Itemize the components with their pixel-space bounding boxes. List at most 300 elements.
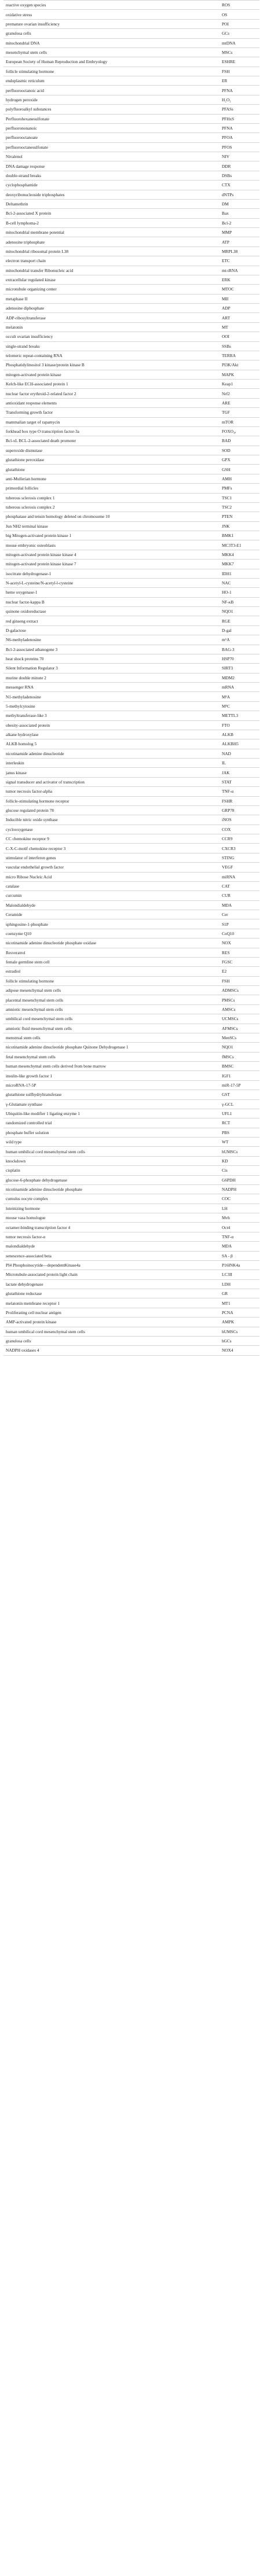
abbreviation-cell: BAD bbox=[220, 436, 260, 446]
term-cell: anti-Mullerian hormone bbox=[3, 474, 220, 483]
term-cell: randomized controlled trial bbox=[3, 1118, 220, 1128]
abbreviation-cell: ROS bbox=[220, 1, 260, 10]
table-row bbox=[3, 1062, 260, 1071]
table-row bbox=[3, 701, 260, 711]
abbreviation-cell: TNF-α bbox=[220, 1232, 260, 1241]
table-row bbox=[3, 1308, 260, 1317]
term-cell: microRNA-17-5P bbox=[3, 1080, 220, 1090]
abbreviation-cell: METTL3 bbox=[220, 711, 260, 720]
abbreviation-cell: PI3K/Akt bbox=[220, 360, 260, 370]
abbreviation-cell: D-gal bbox=[220, 625, 260, 635]
table-row bbox=[3, 910, 260, 919]
abbreviation-cell: IGF1 bbox=[220, 1071, 260, 1080]
abbreviation-cell: GST bbox=[220, 1090, 260, 1099]
abbreviation-cell: TSC2 bbox=[220, 502, 260, 511]
table-row bbox=[3, 1232, 260, 1241]
table-row bbox=[3, 805, 260, 815]
term-cell: glutathione reductase bbox=[3, 1289, 220, 1298]
term-cell: perfluorooctanesulfonate bbox=[3, 142, 220, 152]
term-cell: glutathione bbox=[3, 465, 220, 474]
table-row bbox=[3, 161, 260, 171]
term-cell: perfluorononanoic bbox=[3, 123, 220, 133]
table-row bbox=[3, 616, 260, 625]
term-cell: Transforming growth factor bbox=[3, 408, 220, 417]
term-cell: curcumin bbox=[3, 891, 220, 900]
term-cell: adenosine triphosphate bbox=[3, 237, 220, 246]
abbreviation-cell: DDR bbox=[220, 161, 260, 171]
term-cell: senescence-associated beta bbox=[3, 1251, 220, 1260]
abbreviation-cell: FSH bbox=[220, 67, 260, 76]
term-cell: follicle stimulating hormone bbox=[3, 67, 220, 76]
table-row bbox=[3, 285, 260, 294]
term-cell: cumulus oocyte complex bbox=[3, 1194, 220, 1204]
abbreviation-cell: VEGF bbox=[220, 863, 260, 872]
abbreviation-cell: ARE bbox=[220, 398, 260, 407]
table-row bbox=[3, 10, 260, 19]
term-cell: B-cell lymphoma-2 bbox=[3, 218, 220, 227]
term-cell: stimulator of interferon genes bbox=[3, 853, 220, 862]
abbreviation-cell: SSBs bbox=[220, 341, 260, 351]
table-row bbox=[3, 38, 260, 47]
abbreviation-cell: ALKB bbox=[220, 730, 260, 739]
abbreviation-cell: IL bbox=[220, 759, 260, 768]
table-row bbox=[3, 673, 260, 682]
term-cell: Microtubule-associated protein light chain bbox=[3, 1270, 220, 1279]
abbreviation-cell: HO-1 bbox=[220, 588, 260, 597]
table-row bbox=[3, 105, 260, 114]
table-row bbox=[3, 1, 260, 10]
abbreviation-cell: MKK4 bbox=[220, 550, 260, 559]
abbreviation-cell: SOD bbox=[220, 446, 260, 455]
abbreviation-cell: PFOA bbox=[220, 133, 260, 142]
term-cell: mitochondrial DNA bbox=[3, 38, 220, 47]
table-row bbox=[3, 1175, 260, 1184]
abbreviation-cell: DM bbox=[220, 199, 260, 208]
term-cell: alkane hydroxylase bbox=[3, 730, 220, 739]
term-cell: phosphatase and tensin homology deleted on chromosome 10 bbox=[3, 512, 220, 521]
term-cell: PI4 Phosphoinocytide—dependentKinase4a bbox=[3, 1260, 220, 1269]
table-row bbox=[3, 872, 260, 881]
abbreviation-cell: MKK7 bbox=[220, 560, 260, 569]
abbreviation-cell: AFMSCs bbox=[220, 1024, 260, 1033]
term-cell: Ceramide bbox=[3, 910, 220, 919]
table-row bbox=[3, 341, 260, 351]
table-row bbox=[3, 560, 260, 569]
table-row bbox=[3, 502, 260, 511]
table-row bbox=[3, 114, 260, 123]
table-row bbox=[3, 465, 260, 474]
term-cell: methyltransferase-like 3 bbox=[3, 711, 220, 720]
term-cell: Nivalenol bbox=[3, 152, 220, 161]
table-row bbox=[3, 1251, 260, 1260]
abbreviation-cell: DSBs bbox=[220, 171, 260, 180]
table-row bbox=[3, 304, 260, 313]
term-cell: electron transport chain bbox=[3, 256, 220, 266]
term-cell: AMP-activated protein kinase bbox=[3, 1318, 220, 1327]
table-row bbox=[3, 995, 260, 1004]
table-row bbox=[3, 1043, 260, 1052]
table-row bbox=[3, 976, 260, 985]
abbreviation-cell: PFASs bbox=[220, 105, 260, 114]
table-row bbox=[3, 426, 260, 436]
abbreviation-cell: hGCs bbox=[220, 1336, 260, 1345]
abbreviation-cell: GCs bbox=[220, 29, 260, 38]
abbreviation-cell: MTOC bbox=[220, 285, 260, 294]
abbreviation-cell: miRNA bbox=[220, 872, 260, 881]
term-cell: C-X-C-motif chemokine receptor 3 bbox=[3, 844, 220, 853]
table-row bbox=[3, 512, 260, 521]
term-cell: oxidative stress bbox=[3, 10, 220, 19]
abbreviation-cell: GSH bbox=[220, 465, 260, 474]
abbreviation-cell: MT bbox=[220, 322, 260, 332]
table-row bbox=[3, 1090, 260, 1099]
abbreviation-cell: PCNA bbox=[220, 1308, 260, 1317]
table-row bbox=[3, 749, 260, 758]
table-row bbox=[3, 986, 260, 995]
abbreviation-cell: FOXO₃ₐ bbox=[220, 426, 260, 436]
term-cell: forkhead box type O transcription factor-3a bbox=[3, 426, 220, 436]
term-cell: D-galactose bbox=[3, 625, 220, 635]
term-cell: vascular endothelial growth factor bbox=[3, 863, 220, 872]
table-row bbox=[3, 645, 260, 654]
term-cell: endoplasmic reticulum bbox=[3, 76, 220, 86]
abbreviation-cell: MRPL38 bbox=[220, 246, 260, 256]
table-row bbox=[3, 796, 260, 805]
term-cell: human mesenchymal stem cells derived from bone marrow bbox=[3, 1062, 220, 1071]
abbreviation-cell: LH bbox=[220, 1204, 260, 1213]
table-row bbox=[3, 1014, 260, 1024]
abbreviation-cell: BAG-3 bbox=[220, 645, 260, 654]
term-cell: mitochondrial membrane potential bbox=[3, 228, 220, 237]
table-row bbox=[3, 123, 260, 133]
table-row bbox=[3, 1033, 260, 1042]
term-cell: NADPH oxidases 4 bbox=[3, 1346, 220, 1355]
table-row bbox=[3, 815, 260, 825]
term-cell: mitogen-activated protein kinase kinase 7 bbox=[3, 560, 220, 569]
abbreviation-cell: PMFs bbox=[220, 484, 260, 493]
term-cell: N-acetyl-L-cysteine/N-acetyl-l-cysteine bbox=[3, 578, 220, 587]
term-cell: human umbilical cord mesenchymal stem cells bbox=[3, 1147, 220, 1156]
term-cell: granulosa cells bbox=[3, 29, 220, 38]
term-cell: ALKB homolog 5 bbox=[3, 739, 220, 749]
term-cell: Malondialdehyde bbox=[3, 900, 220, 910]
abbreviation-cell: ALKBH5 bbox=[220, 739, 260, 749]
table-row bbox=[3, 844, 260, 853]
term-cell: telomeric repeat-containing RNA bbox=[3, 351, 220, 360]
table-row bbox=[3, 692, 260, 701]
table-row bbox=[3, 957, 260, 966]
abbreviation-cell: M¹A bbox=[220, 692, 260, 701]
abbreviation-cell: MenSCs bbox=[220, 1033, 260, 1042]
term-cell: follicle-stimulating hormone receptor bbox=[3, 796, 220, 805]
term-cell: Deltamethrin bbox=[3, 199, 220, 208]
table-row bbox=[3, 1118, 260, 1128]
table-row bbox=[3, 322, 260, 332]
term-cell: placental mesenchymal stem cells bbox=[3, 995, 220, 1004]
abbreviation-cell: AMH bbox=[220, 474, 260, 483]
term-cell: 5-methylcytosine bbox=[3, 701, 220, 711]
term-cell: microtubule organizing center bbox=[3, 285, 220, 294]
term-cell: γ-Glutamate synthase bbox=[3, 1099, 220, 1109]
term-cell: single-strand breaks bbox=[3, 341, 220, 351]
abbreviation-cell: STING bbox=[220, 853, 260, 862]
abbreviation-cell: NAD bbox=[220, 749, 260, 758]
term-cell: wild type bbox=[3, 1138, 220, 1147]
abbreviation-cell: KD bbox=[220, 1156, 260, 1165]
table-row bbox=[3, 540, 260, 550]
table-row bbox=[3, 531, 260, 540]
table-row bbox=[3, 929, 260, 938]
table-row bbox=[3, 95, 260, 104]
abbreviation-cell: NIV bbox=[220, 152, 260, 161]
abbreviation-cell: NQO1 bbox=[220, 1043, 260, 1052]
table-row bbox=[3, 67, 260, 76]
abbreviation-cell: PFHxS bbox=[220, 114, 260, 123]
abbreviation-cell: Mvh bbox=[220, 1213, 260, 1223]
term-cell: Bcl-2-associated X protein bbox=[3, 209, 220, 218]
term-cell: umbilical cord mesenchymal stem cells bbox=[3, 1014, 220, 1024]
term-cell: mitogen-activated protein kinase kinase 4 bbox=[3, 550, 220, 559]
term-cell: adipose mesenchymal stem cells bbox=[3, 986, 220, 995]
term-cell: nicotinamide adenine dinucleotide bbox=[3, 749, 220, 758]
table-row bbox=[3, 209, 260, 218]
term-cell: big Mitogen-activated protein kinase 1 bbox=[3, 531, 220, 540]
abbreviation-cell: ESHRE bbox=[220, 57, 260, 67]
term-cell: glucose regulated protein 78 bbox=[3, 805, 220, 815]
abbreviation-cell: m⁶A bbox=[220, 635, 260, 645]
table-row bbox=[3, 1336, 260, 1345]
table-row bbox=[3, 1346, 260, 1355]
table-row bbox=[3, 76, 260, 86]
abbreviation-cell: HSP70 bbox=[220, 654, 260, 663]
table-row bbox=[3, 1194, 260, 1204]
table-row bbox=[3, 171, 260, 180]
abbreviation-cell: POI bbox=[220, 19, 260, 28]
abbreviation-cell: hUMSCs bbox=[220, 1147, 260, 1156]
abbreviation-cell: mtDNA bbox=[220, 38, 260, 47]
abbreviation-cell: dNTPs bbox=[220, 190, 260, 199]
table-row bbox=[3, 1109, 260, 1118]
table-row bbox=[3, 446, 260, 455]
table-row bbox=[3, 720, 260, 730]
term-cell: adenosine diphosphate bbox=[3, 304, 220, 313]
table-row bbox=[3, 625, 260, 635]
term-cell: isocitrate dehydrogenase-1 bbox=[3, 569, 220, 578]
table-row bbox=[3, 1204, 260, 1213]
table-row bbox=[3, 228, 260, 237]
abbreviation-cell: miR-17-5P bbox=[220, 1080, 260, 1090]
abbreviation-cell: TERRA bbox=[220, 351, 260, 360]
abbreviation-cell: MAPK bbox=[220, 370, 260, 379]
abbreviation-cell: GR bbox=[220, 1289, 260, 1298]
term-cell: human umbilical cord mesenchymal stem cells bbox=[3, 1327, 220, 1336]
term-cell: premature ovarian insufficiency bbox=[3, 19, 220, 28]
term-cell: CC chemokine receptor 9 bbox=[3, 834, 220, 844]
table-row bbox=[3, 825, 260, 834]
term-cell: interleukin bbox=[3, 759, 220, 768]
abbreviation-cell: TNF-α bbox=[220, 787, 260, 796]
term-cell: estradiol bbox=[3, 967, 220, 976]
term-cell: follicle stimulating hormone bbox=[3, 976, 220, 985]
table-row bbox=[3, 360, 260, 370]
term-cell: phosphate buffer solution bbox=[3, 1128, 220, 1137]
term-cell: heme oxygenase-1 bbox=[3, 588, 220, 597]
abbreviation-cell: iNOS bbox=[220, 815, 260, 825]
table-row bbox=[3, 1223, 260, 1232]
table-row bbox=[3, 181, 260, 190]
abbreviation-cell: Keap1 bbox=[220, 380, 260, 389]
term-cell: extracellular regulated kinase bbox=[3, 275, 220, 284]
term-cell: red ginseng extract bbox=[3, 616, 220, 625]
abbreviation-cell: ER bbox=[220, 76, 260, 86]
term-cell: N6-methyladenosine bbox=[3, 635, 220, 645]
table-row bbox=[3, 853, 260, 862]
term-cell: insulin-like growth factor 1 bbox=[3, 1071, 220, 1080]
table-row bbox=[3, 711, 260, 720]
term-cell: obesity-associated protein bbox=[3, 720, 220, 730]
table-row bbox=[3, 1166, 260, 1175]
abbreviation-cell: PFNA bbox=[220, 123, 260, 133]
abbreviation-cell: ART bbox=[220, 313, 260, 322]
table-row bbox=[3, 900, 260, 910]
abbreviation-cell: PMSCs bbox=[220, 995, 260, 1004]
term-cell: octamer-binding transcription factor 4 bbox=[3, 1223, 220, 1232]
term-cell: Silent Information Regulator 3 bbox=[3, 664, 220, 673]
term-cell: tumor necrosis factor-alpha bbox=[3, 787, 220, 796]
table-row bbox=[3, 1298, 260, 1308]
table-row bbox=[3, 1289, 260, 1298]
abbreviation-cell: TGF bbox=[220, 408, 260, 417]
term-cell: coenzyme Q10 bbox=[3, 929, 220, 938]
term-cell: metaphase II bbox=[3, 294, 220, 303]
abbreviation-cell: OOI bbox=[220, 332, 260, 341]
table-row bbox=[3, 588, 260, 597]
term-cell: glutathione sulfhydryltransferase bbox=[3, 1090, 220, 1099]
table-row bbox=[3, 1147, 260, 1156]
table-row bbox=[3, 1138, 260, 1147]
abbreviation-cell: SIRT3 bbox=[220, 664, 260, 673]
table-row bbox=[3, 1156, 260, 1165]
term-cell: knockdown bbox=[3, 1156, 220, 1165]
table-row bbox=[3, 1242, 260, 1251]
table-row bbox=[3, 493, 260, 502]
abbreviation-cell: ETC bbox=[220, 256, 260, 266]
term-cell: mitochondrial transfer Ribonucleic acid bbox=[3, 266, 220, 275]
table-row bbox=[3, 47, 260, 57]
term-cell: menstrual stem cells bbox=[3, 1033, 220, 1042]
term-cell: antioxidant response elements bbox=[3, 398, 220, 407]
abbreviation-cell: LC3II bbox=[220, 1270, 260, 1279]
term-cell: hydrogen peroxide bbox=[3, 95, 220, 104]
table-row bbox=[3, 142, 260, 152]
table-row bbox=[3, 881, 260, 890]
table-row bbox=[3, 1004, 260, 1014]
term-cell: Perfluorohexanesulfonate bbox=[3, 114, 220, 123]
abbreviation-cell: ADP bbox=[220, 304, 260, 313]
term-cell: perfluorooctanoate bbox=[3, 133, 220, 142]
table-row bbox=[3, 29, 260, 38]
abbreviation-cell: NAC bbox=[220, 578, 260, 587]
abbreviation-cell: E2 bbox=[220, 967, 260, 976]
abbreviation-cell: fMSCs bbox=[220, 1052, 260, 1061]
table-row bbox=[3, 417, 260, 426]
term-cell: catalase bbox=[3, 881, 220, 890]
term-cell: reactive oxygen species bbox=[3, 1, 220, 10]
table-row bbox=[3, 1071, 260, 1080]
abbreviation-cell: STAT bbox=[220, 777, 260, 786]
abbreviation-cell: RGE bbox=[220, 616, 260, 625]
term-cell: micro Ribose Nucleic Acid bbox=[3, 872, 220, 881]
table-row bbox=[3, 635, 260, 645]
abbreviation-cell: MII bbox=[220, 294, 260, 303]
abbreviation-cell: GRP78 bbox=[220, 805, 260, 815]
abbreviation-cell: CAT bbox=[220, 881, 260, 890]
abbreviation-cell: Cis bbox=[220, 1166, 260, 1175]
term-cell: Resveratrol bbox=[3, 948, 220, 957]
abbreviation-cell: AMSCs bbox=[220, 1004, 260, 1014]
abbreviation-cell: MMP bbox=[220, 228, 260, 237]
table-row bbox=[3, 436, 260, 446]
abbreviation-cell: S1P bbox=[220, 919, 260, 929]
table-row bbox=[3, 768, 260, 777]
abbreviation-cell: PFNA bbox=[220, 86, 260, 95]
abbreviation-cell: Cer bbox=[220, 910, 260, 919]
table-row bbox=[3, 313, 260, 322]
term-cell: perfluorooctanoic acid bbox=[3, 86, 220, 95]
abbreviation-cell: PFOS bbox=[220, 142, 260, 152]
term-cell: Bcl-xL BCL-2-associated death promoter bbox=[3, 436, 220, 446]
table-row bbox=[3, 863, 260, 872]
term-cell: Phosphatidylinositol 3 kinase/protein kinase B bbox=[3, 360, 220, 370]
abbreviation-cell: COX bbox=[220, 825, 260, 834]
term-cell: glucose-6-phosphate dehydrogenase bbox=[3, 1175, 220, 1184]
term-cell: mitochondrial ribosomal protein L38 bbox=[3, 246, 220, 256]
abbreviation-cell: RCT bbox=[220, 1118, 260, 1128]
table-row bbox=[3, 550, 260, 559]
table-row bbox=[3, 948, 260, 957]
abbreviation-cell: FTO bbox=[220, 720, 260, 730]
abbreviation-cell: Bax bbox=[220, 209, 260, 218]
abbreviation-cell: RES bbox=[220, 948, 260, 957]
abbreviation-cell: H₂O₂ bbox=[220, 95, 260, 104]
table-row bbox=[3, 1279, 260, 1289]
abbreviation-cell: TSC1 bbox=[220, 493, 260, 502]
abbreviation-cell: P16INK4a bbox=[220, 1260, 260, 1269]
abbreviation-cell: Bcl-2 bbox=[220, 218, 260, 227]
abbreviation-cell: MDA bbox=[220, 900, 260, 910]
term-cell: superoxide dismutase bbox=[3, 446, 220, 455]
term-cell: Proliferating cell nuclear antigen bbox=[3, 1308, 220, 1317]
term-cell: double-strand breaks bbox=[3, 171, 220, 180]
table-row bbox=[3, 455, 260, 465]
abbreviation-cell: mRNA bbox=[220, 683, 260, 692]
abbreviation-cell: mTOR bbox=[220, 417, 260, 426]
abbreviation-cell: CXCR3 bbox=[220, 844, 260, 853]
abbreviation-cell: MT1 bbox=[220, 1298, 260, 1308]
abbreviation-cell: ATP bbox=[220, 237, 260, 246]
term-cell: quinone oxidoreductase bbox=[3, 607, 220, 616]
term-cell: nicotinamide adenine dinucleotide phosphate bbox=[3, 1184, 220, 1194]
term-cell: heat shock proteins 70 bbox=[3, 654, 220, 663]
abbreviation-cell: ADMSCs bbox=[220, 986, 260, 995]
table-row bbox=[3, 919, 260, 929]
abbreviation-cell: CCR9 bbox=[220, 834, 260, 844]
term-cell: glutathione peroxidase bbox=[3, 455, 220, 465]
table-row bbox=[3, 1184, 260, 1194]
table-row bbox=[3, 237, 260, 246]
abbreviation-cell: SA - β bbox=[220, 1251, 260, 1260]
table-row bbox=[3, 664, 260, 673]
